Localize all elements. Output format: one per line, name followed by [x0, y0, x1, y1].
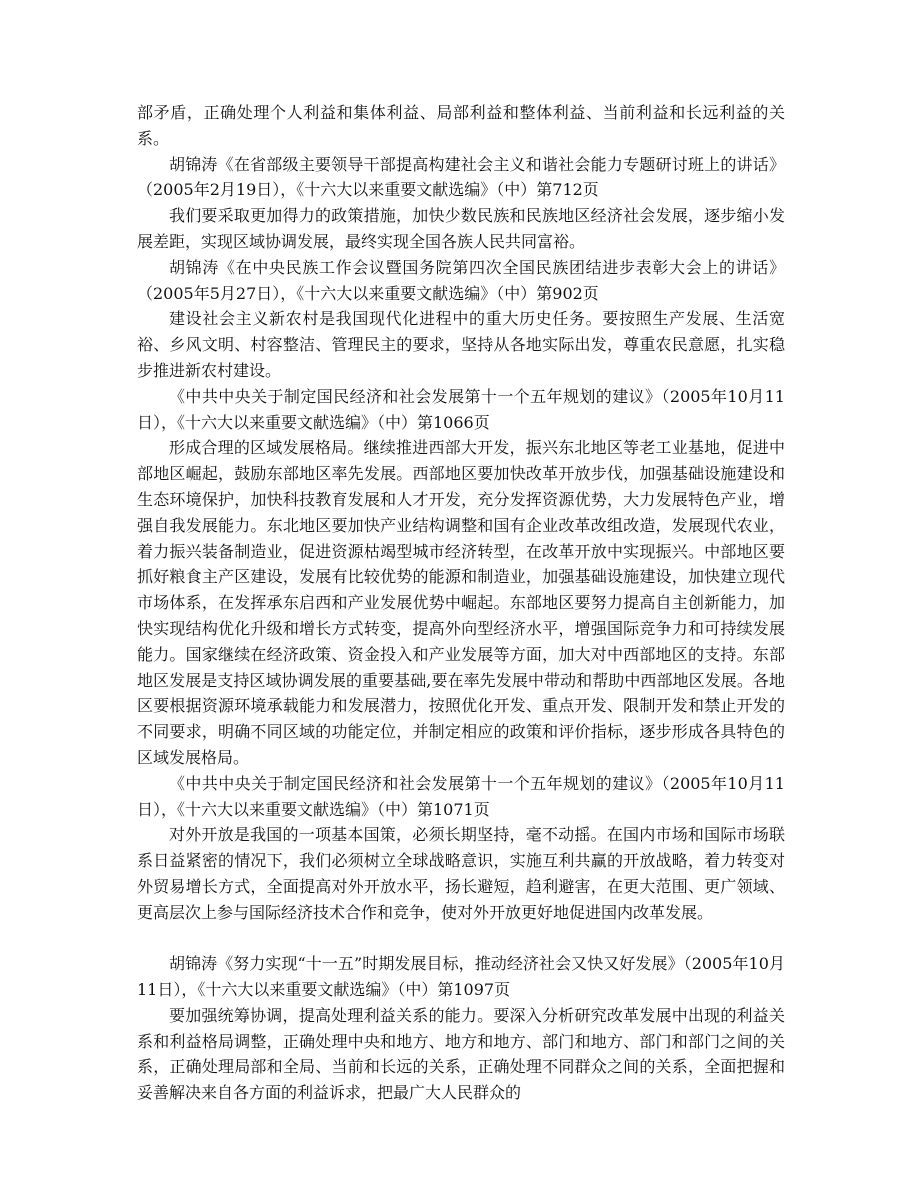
citation-paragraph: 《中共中央关于制定国民经济和社会发展第十一个五年规划的建议》（2005年10月11日），《十六大以来重要文献选编》（中）第1071页: [137, 773, 785, 819]
paragraph-spacer: [137, 926, 785, 952]
body-paragraph: 我们要采取更加得力的政策措施，加快少数民族和民族地区经济社会发展，逐步缩小发展差距，实现区域协调发展，最终实现全国各族人民共同富裕。: [137, 206, 785, 251]
body-paragraph: 形成合理的区域发展格局。继续推进西部大开发，振兴东北地区等老工业基地，促进中部地区崛起，鼓励东部地区率先发展。西部地区要加快改革开放步伐，加强基础设施建设和生态环境保护，加快科技教育发展和人才开发，充分发挥资源优势，大力发展特色产业，增强自我发展能力。东北地区要加快产业结构调整和国有企业改革改组改造，发展现代农业，着力振兴装备制造业，促进资源枯竭型城市经济转型，在改革开放中实现振兴。中部地区要抓好粮食主产区建设，发展有比较优势的能源和制造业，加强基础设施建设，加快建立现代市场体系，在发挥承东启西和产业发展优势中崛起。东部地区要努力提高自主创新能力，加快实现结构优化升级和增长方式转变，提高外向型经济水平，增强国际竞争力和可持续发展能力。国家继续在经济政策、资金投入和产业发展等方面，加大对中西部地区的支持。东部地区发展是支持区域协调发展的重要基础,要在率先发展中带动和帮助中西部地区发展。各地区要根据资源环境承载能力和发展潜力，按照优化开发、重点开发、限制开发和禁止开发的不同要求，明确不同区域的功能定位，并制定相应的政策和评价指标，逐步形成各具特色的区域发展格局。: [137, 438, 785, 767]
citation-paragraph: 胡锦涛《在中央民族工作会议暨国务院第四次全国民族团结进步表彰大会上的讲话》（2005年5月27日），《十六大以来重要文献选编》（中）第902页: [137, 257, 785, 303]
document-body: [137, 100, 785, 1106]
paragraph-continuation: 部矛盾，正确处理个人利益和集体利益、局部利益和整体利益、当前利益和长远利益的关系。: [137, 103, 785, 148]
citation-paragraph: 《中共中央关于制定国民经济和社会发展第十一个五年规划的建议》（2005年10月11日），《十六大以来重要文献选编》（中）第1066页: [137, 386, 785, 432]
body-paragraph: 对外开放是我国的一项基本国策，必须长期坚持，毫不动摇。在国内市场和国际市场联系日益紧密的情况下，我们必须树立全球战略意识，实施互利共赢的开放战略，着力转变对外贸易增长方式，全面提高对外开放水平，扬长避短，趋利避害，在更大范围、更广领域、更高层次上参与国际经济技术合作和竞争，使对外开放更好地促进国内改革发展。: [137, 825, 785, 922]
citation-paragraph: 胡锦涛《在省部级主要领导干部提高构建社会主义和谐社会能力专题研讨班上的讲话》（2005年2月19日），《十六大以来重要文献选编》（中）第712页: [137, 154, 785, 200]
citation-paragraph: 胡锦涛《努力实现“十一五”时期发展目标，推动经济社会又快又好发展》（2005年10月11日），《十六大以来重要文献选编》（中）第1097页: [137, 954, 785, 1000]
body-paragraph: 建设社会主义新农村是我国现代化进程中的重大历史任务。要按照生产发展、生活宽裕、乡风文明、村容整洁、管理民主的要求，坚持从各地实际出发，尊重农民意愿，扎实稳步推进新农村建设。: [137, 309, 785, 380]
body-paragraph: 要加强统筹协调，提高处理利益关系的能力。要深入分析研究改革发展中出现的利益关系和利益格局调整，正确处理中央和地方、地方和地方、部门和地方、部门和部门之间的关系，正确处理局部和全局、当前和长远的关系，正确处理不同群众之间的关系，全面把握和妥善解决来自各方面的利益诉求，把最广大人民群众的: [137, 1005, 785, 1103]
